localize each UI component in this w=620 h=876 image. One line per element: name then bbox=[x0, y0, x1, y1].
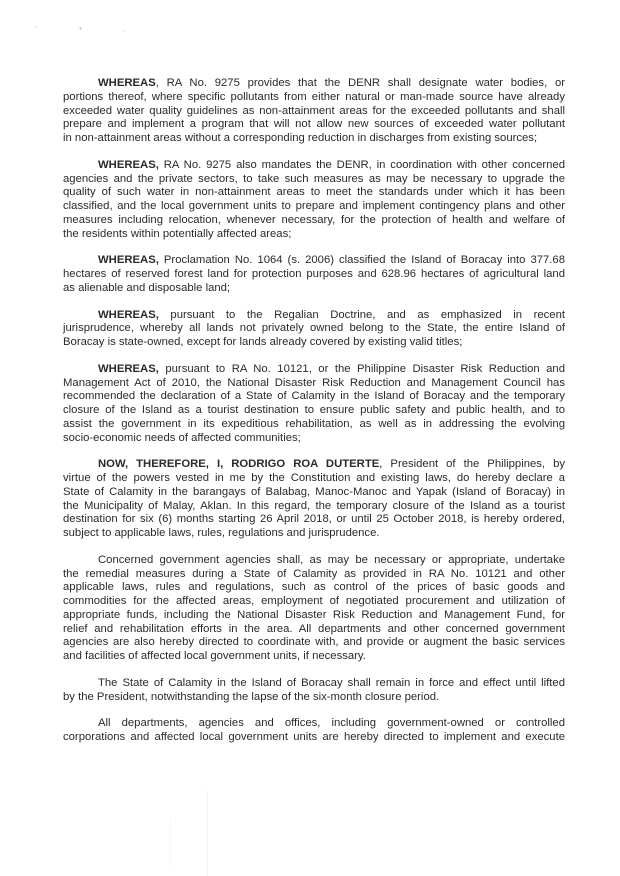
paragraph-line bbox=[63, 105, 565, 119]
line-text: closure of the Island as a tourist destination to ensure public safety and public health, and to bbox=[63, 404, 565, 416]
paragraph-line bbox=[63, 336, 565, 350]
line-text: All departments, agencies and offices, including government-owned or controlled bbox=[98, 717, 565, 730]
paragraph-line bbox=[63, 486, 565, 500]
paragraph-lead: WHEREAS, bbox=[98, 362, 159, 375]
line-text: State of Calamity in the barangays of Balabag, Manoc-Manoc and Yapak (Island of Boracay) in bbox=[63, 485, 565, 498]
paragraph bbox=[63, 77, 565, 146]
paragraph-line bbox=[63, 691, 565, 705]
paragraph-line bbox=[63, 581, 565, 595]
paragraph-line bbox=[63, 377, 565, 391]
paragraph bbox=[63, 363, 565, 446]
paragraph-line bbox=[63, 609, 565, 623]
line-text: , RA No. 9275 provides that the DENR shall designate water bodies, or bbox=[155, 77, 565, 89]
line-text: pursuant to RA No. 10121, or the Philippine Disaster Risk Reduction and bbox=[158, 362, 565, 375]
line-text: subject to applicable laws, rules, regulations and jurisprudence. bbox=[63, 527, 380, 539]
line-text: assist the government in its expeditious rehabilitation, as well as in addressing the evolving bbox=[63, 417, 565, 430]
paragraph-line bbox=[63, 118, 565, 132]
line-text: applicable laws, rules and regulations, such as control of the prices of basic goods and bbox=[63, 581, 565, 594]
paragraph-lead: WHEREAS, bbox=[98, 158, 159, 171]
paragraph-lead: WHEREAS bbox=[98, 77, 156, 89]
line-text: portions thereof, where specific pollutants from either natural or man-made source have already bbox=[63, 90, 565, 103]
line-text: and facilities of affected local government units, if necessary. bbox=[63, 650, 366, 662]
paragraph-line bbox=[63, 159, 565, 173]
line-text: quality of such water in non-attainment areas to meet the standards under which it has been bbox=[63, 186, 565, 199]
paragraph-line bbox=[63, 623, 565, 637]
paragraph-line bbox=[63, 268, 565, 282]
paragraph bbox=[63, 254, 565, 295]
line-text: commodities for the affected areas, employment of negotiated procurement and utilization of bbox=[63, 595, 565, 607]
paragraph bbox=[63, 458, 565, 541]
line-text: recommended the declaration of a State of Calamity in the Island of Boracay and the temporary bbox=[63, 390, 565, 403]
line-text: as alienable and disposable land; bbox=[63, 281, 231, 294]
line-text: The State of Calamity in the Island of Boracay shall remain in force and effect until lifted bbox=[98, 676, 565, 689]
line-text: RA No. 9275 also mandates the DENR, in coordination with other concerned bbox=[158, 158, 565, 171]
line-text: the remedial measures during a State of Calamity as provided in RA No. 10121 and other bbox=[63, 567, 565, 580]
paragraph-line bbox=[63, 282, 565, 296]
line-text: the Municipality of Malay, Aklan. In this regard, the temporary closure of the Island as a tourist bbox=[63, 499, 565, 512]
paragraph-line bbox=[63, 472, 565, 486]
document-page bbox=[63, 77, 565, 758]
paragraph-line bbox=[63, 186, 565, 200]
paragraph-line bbox=[63, 595, 565, 609]
paragraph-line bbox=[63, 132, 565, 146]
line-text: hectares of reserved forest land for protection purposes and 628.96 hectares of agricultural land bbox=[63, 268, 565, 280]
line-text: the residents within potentially affected areas; bbox=[63, 227, 292, 240]
paragraph-line bbox=[63, 309, 565, 323]
paragraph-line bbox=[63, 77, 565, 91]
paragraph bbox=[63, 717, 565, 745]
line-text: agencies are also hereby directed to coordinate with, and provide or augment the basic services bbox=[63, 636, 565, 649]
paragraph-line bbox=[63, 513, 565, 527]
paragraph-line bbox=[63, 404, 565, 418]
line-text: corporations and affected local government units are hereby directed to implement and execute bbox=[63, 731, 565, 743]
line-text: Concerned government agencies shall, as may be necessary or appropriate, undertake bbox=[98, 553, 565, 566]
paragraph-line bbox=[63, 363, 565, 377]
line-text: Boracay is state-owned, except for lands already covered by existing valid titles; bbox=[63, 336, 463, 348]
paragraph-line bbox=[63, 91, 565, 105]
paragraph-line bbox=[63, 636, 565, 650]
paragraph-line bbox=[63, 731, 565, 745]
paragraph-line bbox=[63, 214, 565, 228]
scan-marks: ' • , bbox=[36, 26, 146, 33]
line-text: agencies and the private sectors, to take such measures as may be necessary to upgrade the bbox=[63, 172, 565, 185]
paragraph bbox=[63, 159, 565, 242]
line-text: socio-economic needs of affected communities; bbox=[63, 431, 301, 444]
line-text: Proclamation No. 1064 (s. 2006) classified the Island of Boracay into 377.68 bbox=[158, 254, 565, 267]
line-text: virtue of the powers vested in me by the Constitution and existing laws, do hereby declare a bbox=[63, 472, 565, 484]
paragraph-line bbox=[63, 650, 565, 664]
line-text: by the President, notwithstanding the lapse of the six-month closure period. bbox=[63, 690, 440, 703]
paragraph-line bbox=[63, 527, 565, 541]
line-text: measures including relocation, whenever necessary, for the protection of health and welfare of bbox=[63, 213, 565, 226]
line-text: relief and rehabilitation efforts in the area. All departments and other concerned government bbox=[63, 622, 565, 635]
line-text: classified, and the local government units to prepare and implement contingency plans and other bbox=[63, 200, 565, 212]
line-text: appropriate funds, including the National Disaster Risk Reduction and Management Fund, for bbox=[63, 608, 565, 621]
paragraph-line bbox=[63, 200, 565, 214]
line-text: in non-attainment areas without a corresponding reduction in discharges from existing sources; bbox=[63, 132, 538, 144]
paragraph-line bbox=[63, 228, 565, 242]
line-text: , President of the Philippines, by bbox=[379, 458, 566, 471]
paragraph-line bbox=[63, 568, 565, 582]
line-text: destination for six (6) months starting 26 April 2018, or until 25 October 2018, is hereby ordered, bbox=[63, 513, 565, 526]
paragraph-line bbox=[63, 554, 565, 568]
scan-fold-line bbox=[207, 790, 208, 876]
paragraph-lead: WHEREAS, bbox=[98, 308, 159, 321]
line-text: pursuant to the Regalian Doctrine, and as emphasized in recent bbox=[158, 308, 565, 321]
paragraph-line bbox=[63, 500, 565, 514]
line-text: exceeded water quality guidelines as non-attainment areas for the exceeded pollutants and shall bbox=[63, 104, 565, 117]
scan-residue bbox=[170, 818, 211, 868]
paragraph-lead: WHEREAS, bbox=[98, 254, 159, 267]
paragraph-line bbox=[63, 173, 565, 187]
paragraph-line bbox=[63, 254, 565, 268]
paragraph-line bbox=[63, 322, 565, 336]
paragraph-line bbox=[63, 432, 565, 446]
line-text: jurisprudence, whereby all lands not privately owned belong to the State, the entire Island of bbox=[63, 322, 565, 335]
paragraph-line bbox=[63, 390, 565, 404]
paragraph-line bbox=[63, 418, 565, 432]
paragraph-line bbox=[63, 677, 565, 691]
paragraph-line bbox=[63, 717, 565, 731]
paragraph-line bbox=[63, 458, 565, 472]
line-text: Management Act of 2010, the National Disaster Risk Reduction and Management Council has bbox=[63, 376, 565, 389]
paragraph bbox=[63, 554, 565, 664]
line-text: prepare and implement a program that will not allow new sources of exceeded water pollutant bbox=[63, 118, 565, 131]
paragraph bbox=[63, 677, 565, 705]
paragraph-lead: NOW, THEREFORE, I, RODRIGO ROA DUTERTE bbox=[98, 458, 380, 471]
paragraph bbox=[63, 309, 565, 350]
